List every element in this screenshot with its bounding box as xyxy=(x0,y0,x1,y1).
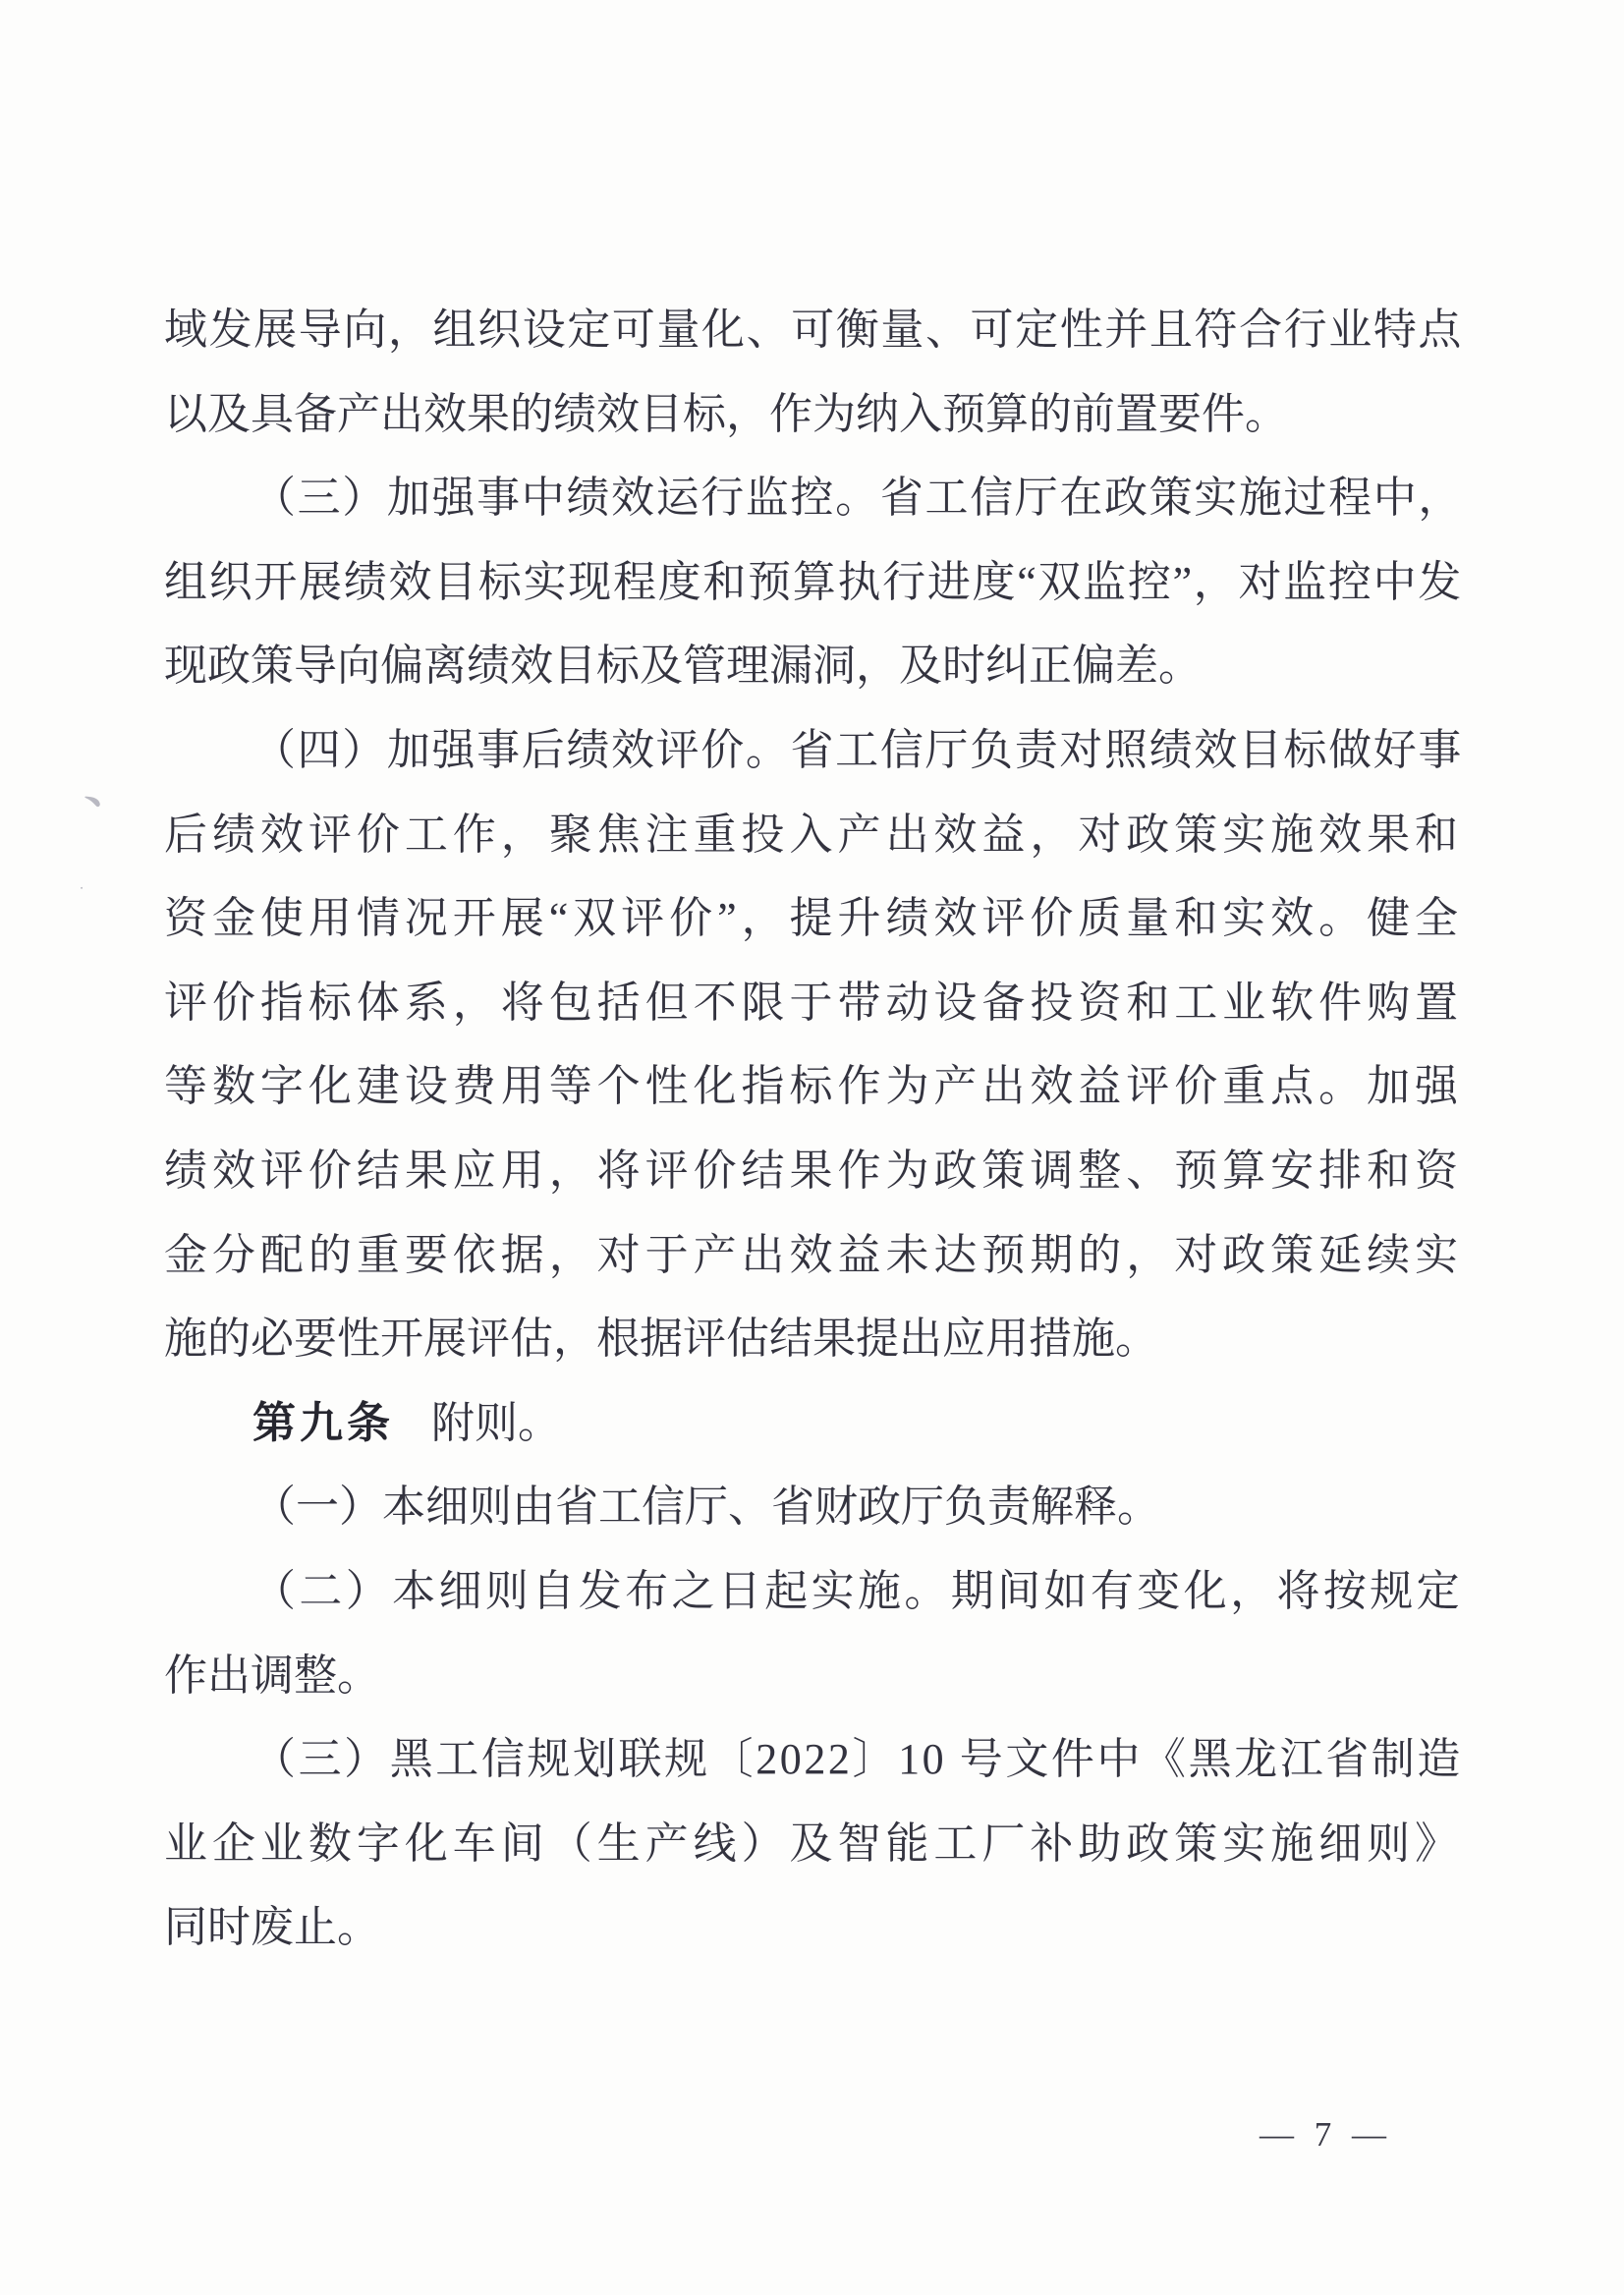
text-line: （三）黑工信规划联规〔2022〕10 号文件中《黑龙江省制造 xyxy=(252,1735,1463,1784)
text-line: 资金使用情况开展“双评价”，提升绩效评价质量和实效。健全 xyxy=(164,894,1463,943)
text-line: （二）本细则自发布之日起实施。期间如有变化，将按规定 xyxy=(252,1566,1463,1615)
page-number: — 7 — xyxy=(1260,2115,1392,2154)
text-line: 作出调整。 xyxy=(164,1651,380,1700)
text-line: 等数字化建设费用等个性化指标作为产出效益评价重点。加强 xyxy=(164,1062,1463,1111)
document-body xyxy=(164,288,1463,1970)
text-line: 评价指标体系，将包括但不限于带动设备投资和工业软件购置 xyxy=(164,978,1463,1027)
text-line: 绩效评价结果应用，将评价结果作为政策调整、预算安排和资 xyxy=(164,1146,1463,1195)
article-heading-title: 附则。 xyxy=(431,1398,561,1447)
paragraph xyxy=(164,456,1463,708)
article-heading xyxy=(164,1381,1463,1466)
scan-speck: ﹅ xyxy=(81,789,106,816)
text-line: 同时废止。 xyxy=(164,1903,380,1952)
text-line: 金分配的重要依据，对于产出效益未达预期的，对政策延续实 xyxy=(164,1230,1463,1279)
paragraph xyxy=(164,1549,1463,1717)
paragraph xyxy=(164,1465,1463,1549)
paragraph xyxy=(164,288,1463,456)
text-line: 域发展导向，组织设定可量化、可衡量、可定性并且符合行业特点 xyxy=(164,306,1463,354)
paragraph xyxy=(164,1717,1463,1970)
paragraph xyxy=(164,1381,1463,1466)
text-line: 业企业数字化车间（生产线）及智能工厂补助政策实施细则》 xyxy=(164,1819,1463,1868)
scan-speck: · xyxy=(76,879,87,898)
text-line: 以及具备产出效果的绩效目标，作为纳入预算的前置要件。 xyxy=(164,389,1288,438)
text-line: 组织开展绩效目标实现程度和预算执行进度“双监控”，对监控中发 xyxy=(164,557,1463,606)
text-line: （三）加强事中绩效运行监控。省工信厅在政策实施过程中， xyxy=(252,474,1463,523)
text-line: 现政策导向偏离绩效目标及管理漏洞，及时纠正偏差。 xyxy=(164,642,1202,691)
text-line: （四）加强事后绩效评价。省工信厅负责对照绩效目标做好事 xyxy=(252,725,1463,774)
article-heading-number: 第九条 xyxy=(252,1398,394,1447)
text-line: 施的必要性开展评估，根据评估结果提出应用措施。 xyxy=(164,1315,1158,1364)
paragraph xyxy=(164,708,1463,1381)
text-line: （一）本细则由省工信厅、省财政厅负责解释。 xyxy=(252,1483,1160,1532)
text-line: 后绩效评价工作，聚焦注重投入产出效益，对政策实施效果和 xyxy=(164,810,1463,859)
